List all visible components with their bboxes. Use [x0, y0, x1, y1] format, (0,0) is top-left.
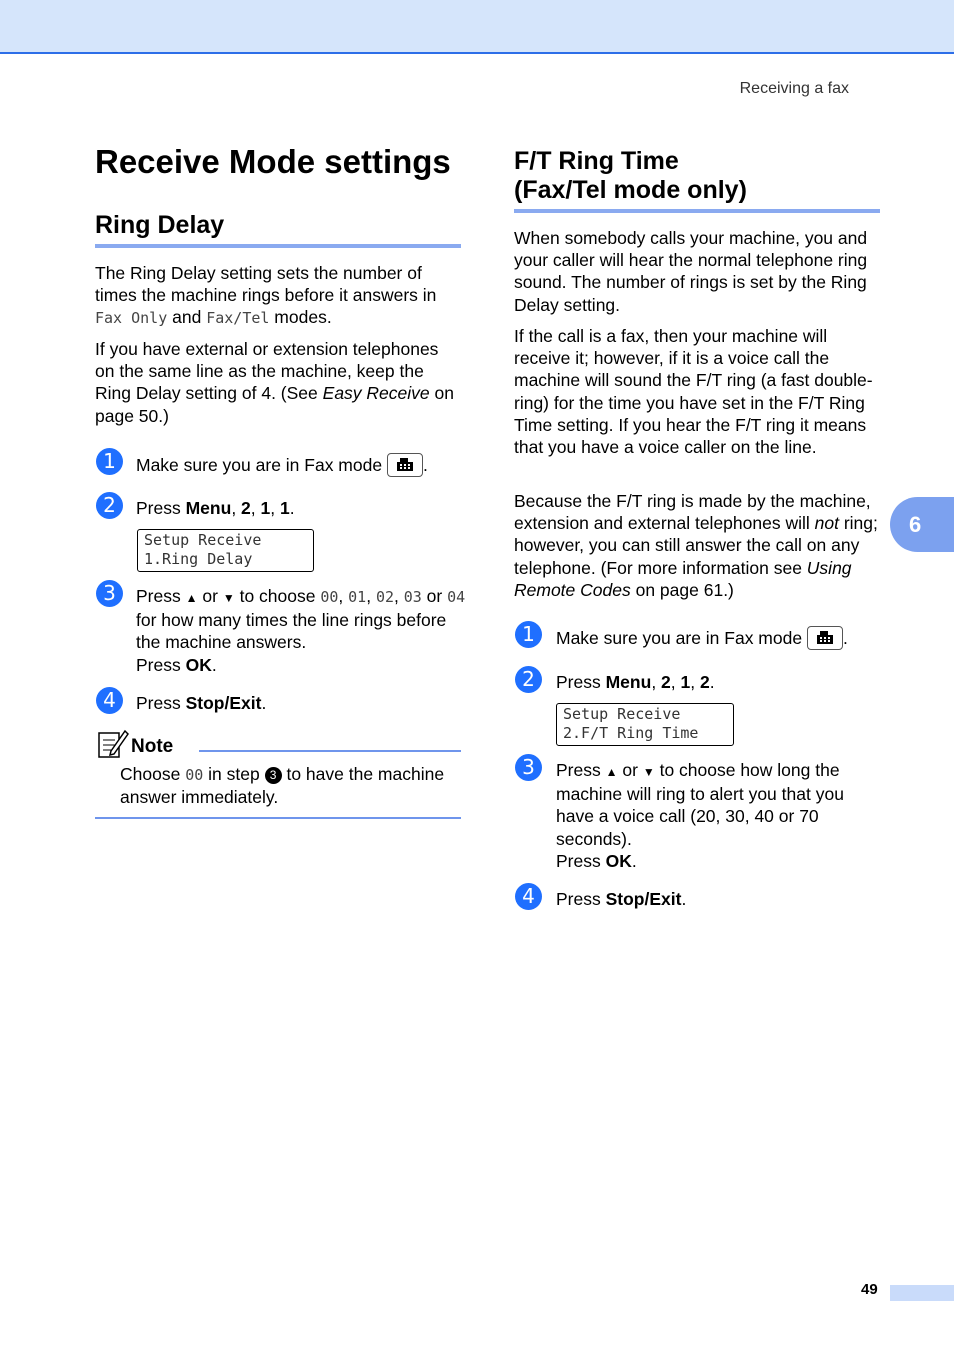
step-2: Press Menu, 2, 1, 1.	[136, 498, 295, 518]
up-arrow-icon: ▲	[185, 591, 198, 605]
top-banner	[0, 0, 954, 54]
note-rule	[199, 750, 461, 752]
step-number: 2	[96, 492, 123, 519]
ft-paragraph-3: Because the F/T ring is made by the machine, extension and external telephones will not ring; however, you can still answer the call on any telephone. (For more information see Using Remote Codes on page 61.)	[514, 491, 878, 600]
fax-mode-icon	[387, 453, 423, 477]
step-3: Press ▲ or ▼ to choose how long the machine will ring to alert you that you have a voice call (20, 30, 40 or 70 seconds). Press OK.	[556, 760, 844, 871]
step-number: 2	[515, 666, 542, 693]
step-4: Press Stop/Exit.	[136, 693, 267, 713]
step-1: Make sure you are in Fax mode .	[556, 628, 848, 648]
page-number: 49	[861, 1281, 878, 1298]
ft-paragraph-1: When somebody calls your machine, you and your caller will hear the normal telephone ring sound. The number of rings is set by the Ring Delay setting.	[514, 228, 868, 315]
lcd-display: Setup Receive 2.F/T Ring Time	[556, 703, 734, 746]
step-number: 4	[96, 687, 123, 714]
section-rule	[514, 209, 880, 213]
step-reference: 3	[265, 767, 282, 784]
step-3: Press ▲ or ▼ to choose 00, 01, 02, 03 or 04 for how many times the line rings before the machine answers. Press OK.	[136, 586, 466, 675]
step-4: Press Stop/Exit.	[556, 889, 687, 909]
note-title: Note	[131, 736, 174, 757]
page-footer-bar	[890, 1285, 954, 1301]
step-number: 1	[96, 448, 123, 475]
note-text: Choose 00 in step 3 to have the machine answer immediately.	[120, 764, 445, 808]
down-arrow-icon: ▼	[642, 765, 655, 779]
step-1: Make sure you are in Fax mode .	[136, 455, 428, 475]
ring-delay-paragraph-2: If you have external or extension telephones on the same line as the machine, keep the Ring Delay setting of 4. (See Easy Receive on page 50.)	[95, 339, 454, 426]
step-number: 3	[515, 754, 542, 781]
ring-delay-paragraph-1: The Ring Delay setting sets the number of times the machine rings before it answers in Fax Only and Fax/Tel modes.	[95, 263, 437, 328]
section-rule	[95, 244, 461, 248]
ft-paragraph-2: If the call is a fax, then your machine will receive it; however, if it is a voice call the machine will sound the F/T ring (a fast double-ring) for the time you have set in the F/T Ring Time setting. If you hear the F/T ring it means that you have a voice caller on the line.	[514, 326, 873, 458]
fax-mode-icon	[807, 626, 843, 650]
chapter-tab: 6	[890, 497, 954, 552]
section-title-ft-ring-time: F/T Ring Time (Fax/Tel mode only)	[514, 147, 747, 204]
note-icon	[97, 729, 129, 759]
section-title-ring-delay: Ring Delay	[95, 211, 225, 239]
page-title: Receive Mode settings	[95, 143, 451, 180]
step-number: 4	[515, 883, 542, 910]
step-2: Press Menu, 2, 1, 2.	[556, 672, 715, 692]
lcd-display: Setup Receive 1.Ring Delay	[137, 529, 314, 572]
step-number: 1	[515, 621, 542, 648]
down-arrow-icon: ▼	[222, 591, 235, 605]
up-arrow-icon: ▲	[605, 765, 618, 779]
running-header: Receiving a fax	[739, 80, 849, 97]
step-number: 3	[96, 580, 123, 607]
note-bottom-rule	[95, 817, 461, 819]
